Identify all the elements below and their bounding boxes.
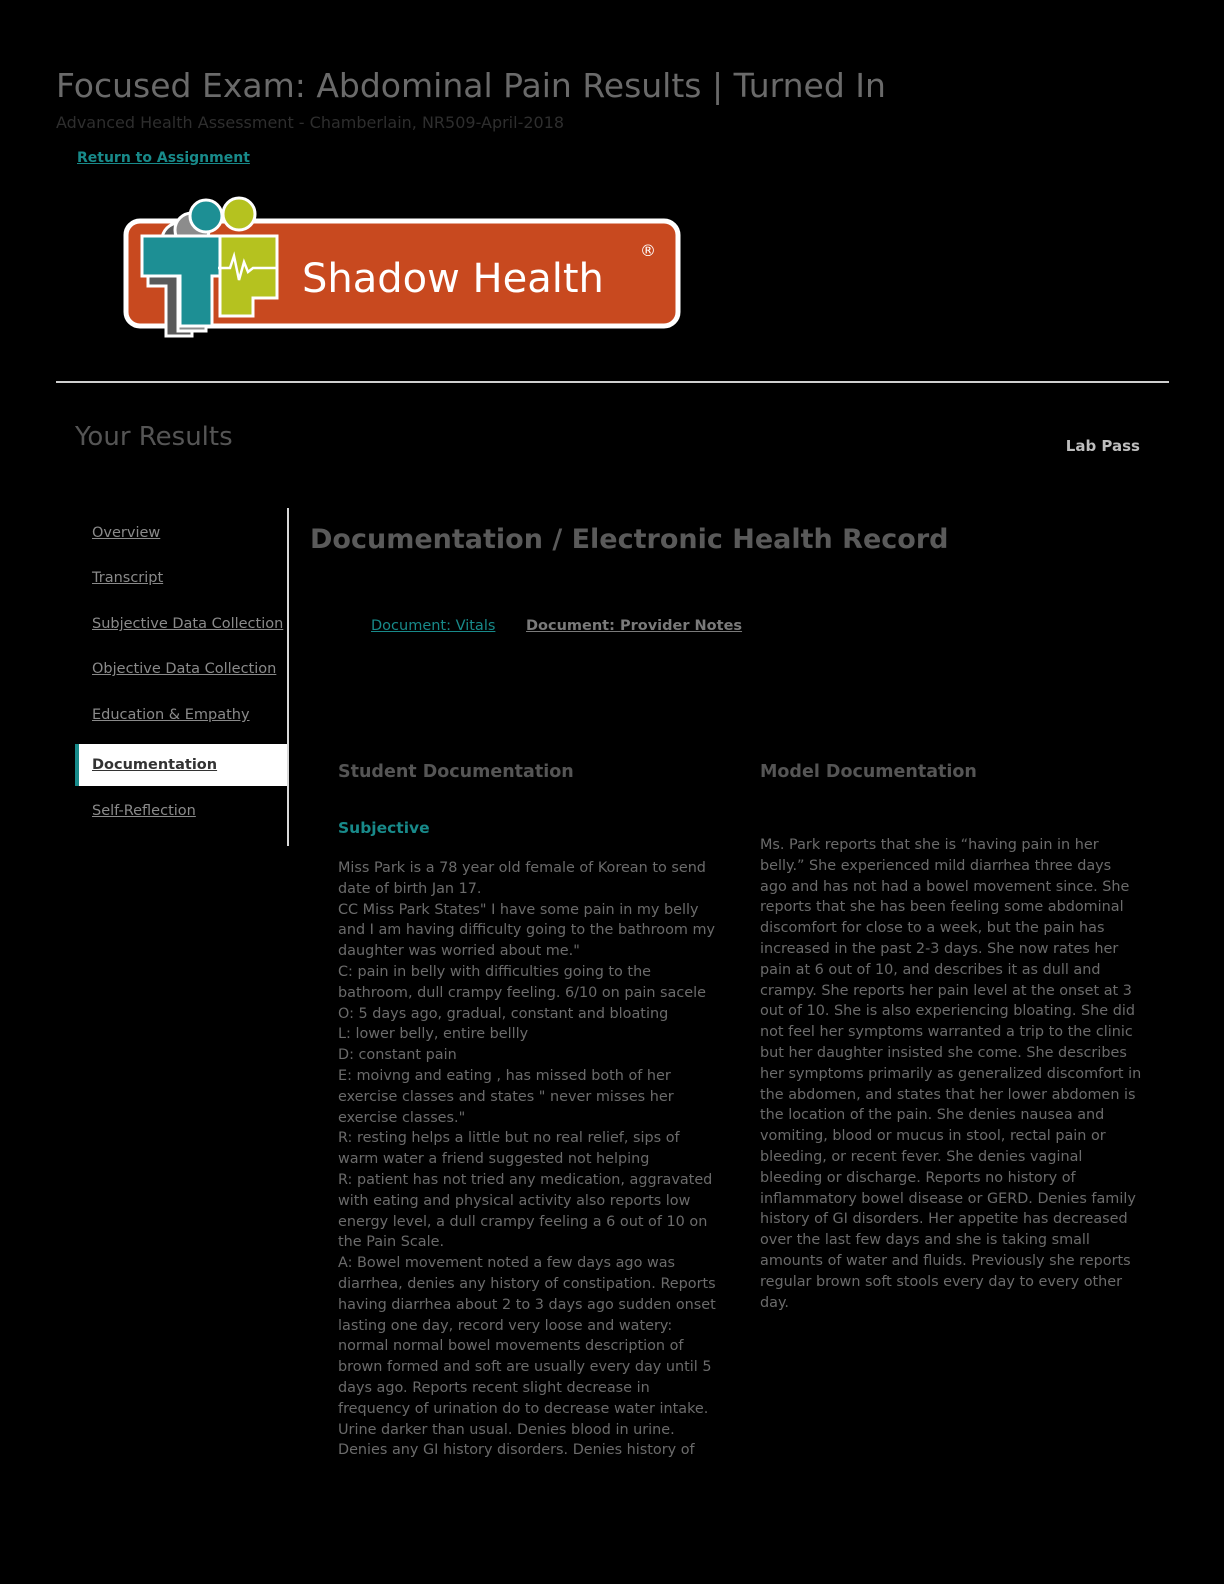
student-documentation-line: E: moivng and eating , has missed both of her xyxy=(338,1067,671,1084)
student-documentation-line: L: lower belly, entire bellly xyxy=(338,1026,529,1043)
model-documentation-line: but her daughter insisted she come. She describes xyxy=(760,1044,1127,1061)
student-documentation-heading: Student Documentation xyxy=(338,762,574,782)
student-documentation-line: frequency of urination do to decrease water intake. xyxy=(338,1400,709,1417)
student-documentation-line: having diarrhea about 2 to 3 days ago sudden onset xyxy=(338,1296,716,1313)
return-to-assignment-link[interactable]: Return to Assignment xyxy=(77,150,250,166)
student-documentation-line: bathroom, dull crampy feeling. 6/10 on pain sacele xyxy=(338,984,706,1001)
model-documentation-line: ago and has not had a bowel movement since. She xyxy=(760,878,1130,895)
lab-pass-badge: Lab Pass xyxy=(1065,437,1140,455)
model-documentation-line: the abdomen, and states that her lower abdomen is xyxy=(760,1086,1136,1103)
student-documentation-line: Denies any GI history disorders. Denies history of xyxy=(338,1442,695,1458)
student-documentation-line: R: patient has not tried any medication, aggravated xyxy=(338,1171,713,1188)
model-documentation-line: Ms. Park reports that she is “having pain in her xyxy=(760,837,1099,853)
model-documentation-line: amounts of water and fluids. Previously she reports xyxy=(760,1252,1131,1269)
student-documentation-line: Miss Park is a 78 year old female of Korean to send xyxy=(338,860,706,876)
sidebar-item-self-reflection[interactable]: Self-Reflection xyxy=(92,803,196,819)
model-documentation-line: belly.” She experienced mild diarrhea three days xyxy=(760,857,1112,874)
model-documentation-line: bleeding, or recent fever. She denies vaginal xyxy=(760,1148,1083,1165)
logo-wordmark: Shadow Health xyxy=(302,256,604,302)
student-documentation-line: D: constant pain xyxy=(338,1047,457,1064)
student-documentation-line: lasting one day, record very loose and watery: xyxy=(338,1317,673,1334)
model-documentation-line: not feel her symptoms warranted a trip to the clinic xyxy=(760,1024,1133,1041)
student-documentation-line: brown formed and soft are usually every day until 5 xyxy=(338,1359,712,1376)
shadow-health-logo xyxy=(122,196,684,346)
sidebar-item-documentation[interactable]: Documentation xyxy=(75,744,287,786)
results-heading: Your Results xyxy=(75,422,233,452)
logo-figure-lime xyxy=(220,198,277,316)
student-documentation-line: normal normal bowel movements description of xyxy=(338,1338,684,1355)
student-documentation-line: with eating and physical activity also reports low xyxy=(338,1192,691,1209)
model-documentation-line: crampy. She reports her pain level at the onset at 3 xyxy=(760,982,1132,999)
model-documentation-line: her symptoms primarily as generalized discomfort in xyxy=(760,1065,1142,1082)
student-documentation-text xyxy=(338,858,723,1458)
student-documentation-line: C: pain in belly with difficulties going to the xyxy=(338,963,652,980)
model-documentation-line: increased in the past 2-3 days. She now rates her xyxy=(760,940,1119,957)
header-divider xyxy=(56,381,1169,383)
model-documentation-line: over the last few days and she is taking small xyxy=(760,1232,1090,1249)
student-documentation-line: CC Miss Park States" I have some pain in my belly xyxy=(338,901,699,918)
model-documentation-line: discomfort for close to a week, but the pain has xyxy=(760,920,1105,937)
sidebar-item-education-empathy[interactable]: Education & Empathy xyxy=(92,707,250,723)
student-documentation-line: exercise classes and states " never misses her xyxy=(338,1088,674,1105)
model-documentation-line: history of GI disorders. Her appetite has decreased xyxy=(760,1211,1128,1228)
page-title: Focused Exam: Abdominal Pain Results | Turned In xyxy=(56,66,886,105)
sidebar-item-transcript[interactable]: Transcript xyxy=(92,570,164,586)
tab-document-vitals[interactable]: Document: Vitals xyxy=(371,618,496,634)
student-documentation-line: daughter was worried about me." xyxy=(338,943,580,960)
sidebar-item-overview[interactable]: Overview xyxy=(92,525,161,541)
student-documentation-line: energy level, a dull crampy feeling a 6 out of 10 on xyxy=(338,1213,708,1230)
student-documentation-line: the Pain Scale. xyxy=(338,1234,445,1251)
model-documentation-line: reports that she has been feeling some abdominal xyxy=(760,899,1124,916)
model-documentation-line: out of 10. She is also experiencing bloating. She did xyxy=(760,1003,1135,1020)
student-documentation-line: R: resting helps a little but no real relief, sips of xyxy=(338,1130,680,1147)
sidebar-item-objective-data-collection[interactable]: Objective Data Collection xyxy=(92,661,277,677)
model-documentation-line: vomiting, blood or mucus in stool, rectal pain or xyxy=(760,1128,1106,1145)
student-documentation-line: days ago. Reports recent slight decrease in xyxy=(338,1379,650,1396)
student-documentation-line: and I am having difficulty going to the bathroom my xyxy=(338,922,716,939)
student-documentation-line: O: 5 days ago, gradual, constant and bloating xyxy=(338,1005,669,1022)
model-documentation-line: regular brown soft stools every day to every other xyxy=(760,1273,1123,1290)
model-documentation-line: inflammatory bowel disease or GERD. Denies family xyxy=(760,1190,1136,1207)
tab-document-provider-notes[interactable]: Document: Provider Notes xyxy=(526,618,743,634)
results-sidebar xyxy=(75,508,289,846)
student-documentation-line: exercise classes." xyxy=(338,1109,466,1126)
student-documentation-line: date of birth Jan 17. xyxy=(338,880,482,897)
model-documentation-line: day. xyxy=(760,1294,789,1311)
subjective-section-heading: Subjective xyxy=(338,819,430,837)
student-documentation-line: Urine darker than usual. Denies blood in urine. xyxy=(338,1421,675,1438)
sidebar-item-subjective-data-collection[interactable]: Subjective Data Collection xyxy=(92,616,284,632)
student-documentation-line: warm water a friend suggested not helping xyxy=(338,1151,650,1168)
student-documentation-line: diarrhea, denies any history of constipation. Reports xyxy=(338,1275,716,1292)
model-documentation-text xyxy=(760,835,1152,1313)
model-documentation-line: the location of the pain. She denies nausea and xyxy=(760,1107,1105,1124)
model-documentation-line: bleeding or discharge. Reports no history of xyxy=(760,1169,1076,1186)
documentation-heading: Documentation / Electronic Health Record xyxy=(310,524,949,555)
model-documentation-heading: Model Documentation xyxy=(760,762,977,782)
student-documentation-line: A: Bowel movement noted a few days ago was xyxy=(338,1255,676,1272)
course-subtitle: Advanced Health Assessment - Chamberlain, NR509-April-2018 xyxy=(56,113,565,132)
model-documentation-line: pain at 6 out of 10, and describes it as dull and xyxy=(760,961,1101,978)
registered-mark: ® xyxy=(640,241,656,260)
